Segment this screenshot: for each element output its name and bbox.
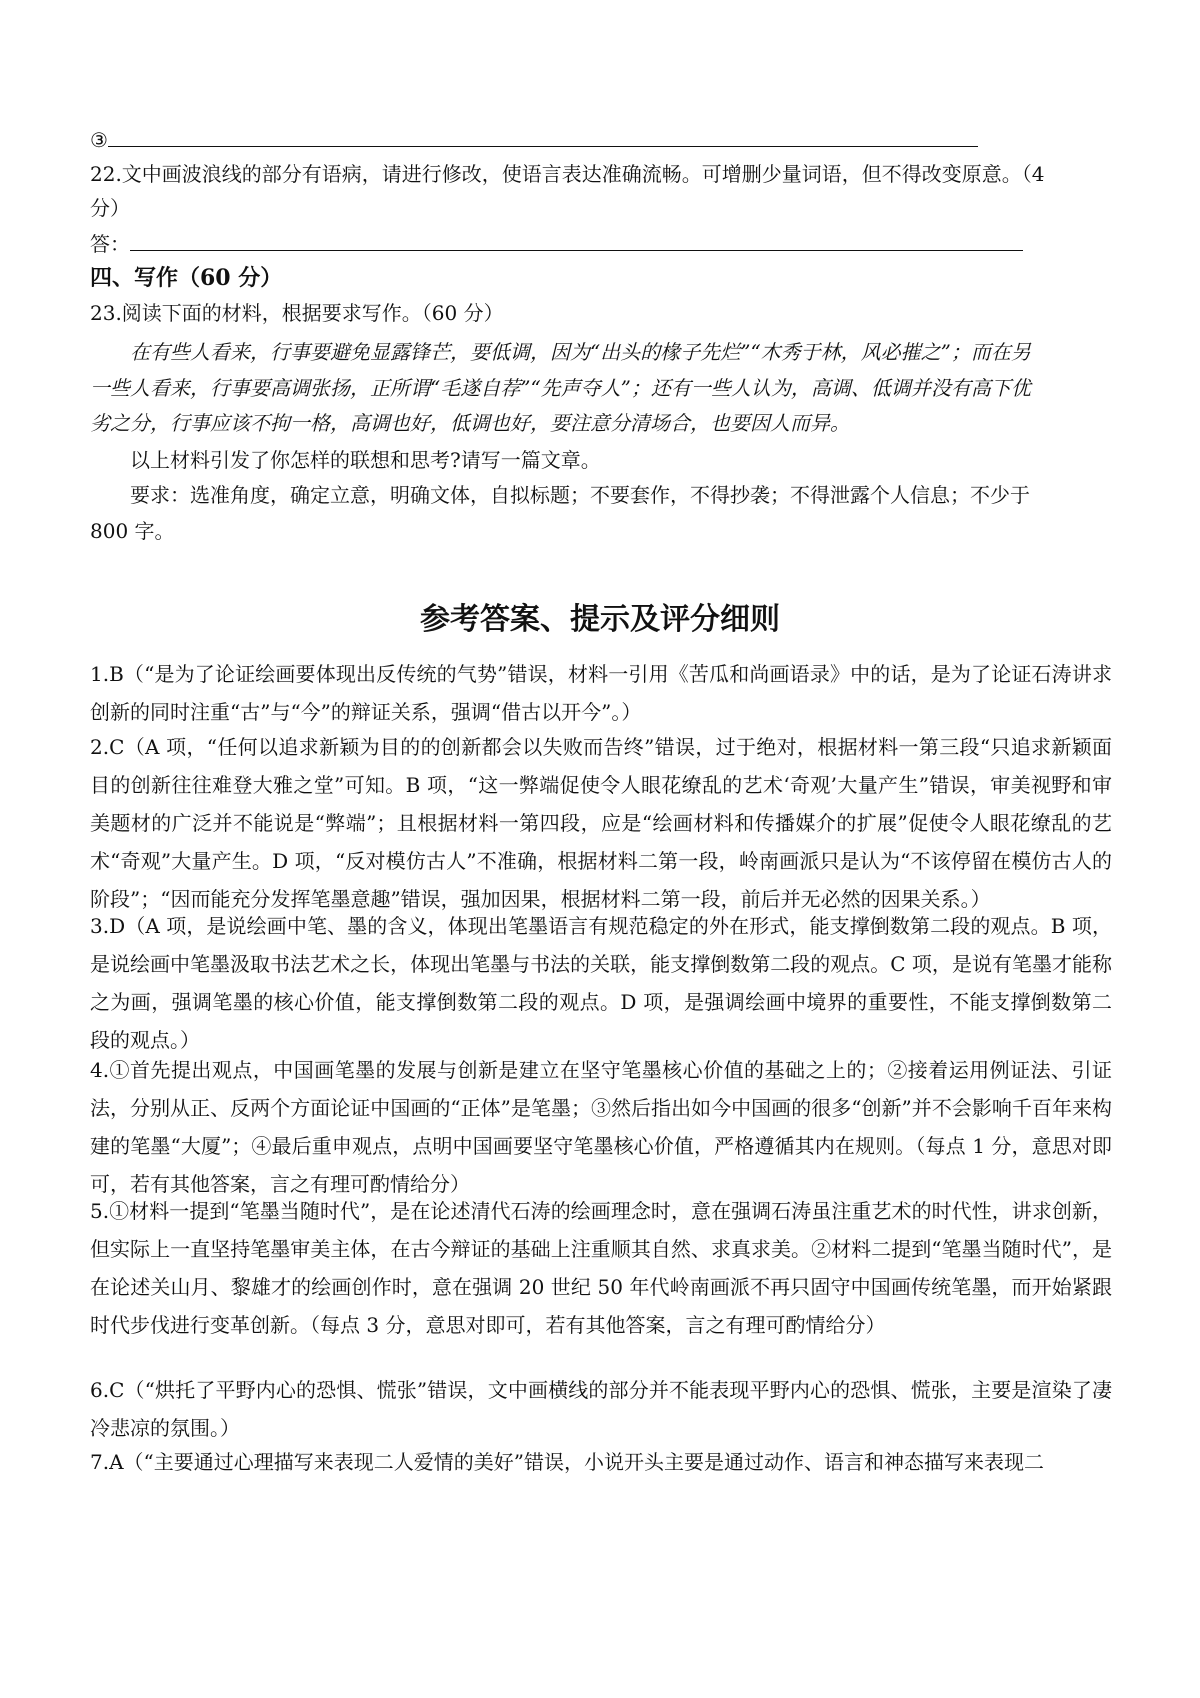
requirements-line-2: 800 字。	[90, 519, 175, 543]
answer-underline	[130, 230, 1023, 251]
answer-2: 2.C（A 项，“任何以追求新颖为目的的创新都会以失败而告终”错误，过于绝对，根据材料一第三段“只追求新颖面目的创新往往难登大雅之堂”可知。B 项，“这一弊端促使令人眼花缭乱的艺术‘奇观’大量产生”错误，审美视野和审美题材的广泛并不能说是“弊端”；且根据材料一第四段，应是“绘画材料和传播媒介的扩展”促使令人眼花缭乱的艺术“奇观”大量产生。D 项，“反对模仿古人”不准确，根据材料二第一段，岭南画派只是认为“不该停留在模仿古人的阶段”；“因而能充分发挥笔墨意趣”错误，强加因果，根据材料二第一段，前后并无必然的因果关系。）	[90, 735, 1112, 911]
answer-5: 5.①材料一提到“笔墨当随时代”，是在论述清代石涛的绘画理念时，意在强调石涛虽注重艺术的时代性，讲求创新，但实际上一直坚持笔墨审美主体，在古今辩证的基础上注重顺其自然、求真求美。②材料二提到“笔墨当随时代”，是在论述关山月、黎雄才的绘画创作时，意在强调 20 世纪 50 年代岭南画派不再只固守中国画传统笔墨，而开始紧跟时代步伐进行变革创新。（每点 3 分，意思对即可，若有其他答案，言之有理可酌情给分）	[90, 1199, 1112, 1337]
q23-prompt: 以上材料引发了你怎样的联想和思考?请写一篇文章。	[130, 448, 601, 472]
answer-7: 7.A（“主要通过心理描写来表现二人爱情的美好”错误，小说开头主要是通过动作、语言和神态描写来表现二	[90, 1450, 1044, 1474]
answer-label: 答：	[90, 232, 130, 256]
answer-1: 1.B（“是为了论证绘画要体现出反传统的气势”错误，材料一引用《苦瓜和尚画语录》中的话，是为了论证石涛讲求创新的同时注重“古”与“今”的辩证关系，强调“借古以开今”。）	[90, 662, 1112, 724]
answers-title: 参考答案、提示及评分细则	[420, 602, 780, 637]
section-heading: 四、写作（60 分）	[90, 265, 283, 291]
q23-intro: 23.阅读下面的材料，根据要求写作。（60 分）	[90, 301, 504, 325]
q22-line-2: 分）	[90, 196, 130, 220]
q22-line-1: 22.文中画波浪线的部分有语病，请进行修改，使语言表达准确流畅。可增删少量词语，但不得改变原意。（4	[90, 162, 1045, 186]
requirements-line-1: 要求：选准角度，确定立意，明确文体，自拟标题；不要套作，不得抄袭；不得泄露个人信息；不少于	[130, 483, 1030, 507]
material-line-2: 一些人看来，行事要高调张扬，正所谓“毛遂自荐”“先声夺人”；还有一些人认为，高调、低调并没有高下优	[90, 376, 1031, 400]
blank-marker: ③	[90, 128, 108, 152]
q22-answer	[90, 228, 1023, 260]
answer-6: 6.C（“烘托了平野内心的恐惧、慌张”错误，文中画横线的部分并不能表现平野内心的恐惧、慌张，主要是渲染了凄冷悲凉的氛围。）	[90, 1378, 1112, 1440]
blank-underline	[108, 126, 978, 147]
answer-blank-3	[90, 124, 978, 156]
answer-3: 3.D（A 项，是说绘画中笔、墨的含义，体现出笔墨语言有规范稳定的外在形式，能支撑倒数第二段的观点。B 项，是说绘画中笔墨汲取书法艺术之长，体现出笔墨与书法的关联，能支撑倒数第二段的观点。C 项，是说有笔墨才能称之为画，强调笔墨的核心价值，能支撑倒数第二段的观点。D 项，是强调绘画中境界的重要性，不能支撑倒数第二段的观点。）	[90, 914, 1112, 1052]
material-line-1: 在有些人看来，行事要避免显露锋芒，要低调，因为“出头的椽子先烂”“木秀于林，风必摧之”；而在另	[130, 340, 1031, 364]
material-line-3: 劣之分，行事应该不拘一格，高调也好，低调也好，要注意分清场合，也要因人而异。	[90, 411, 850, 435]
answer-4: 4.①首先提出观点，中国画笔墨的发展与创新是建立在坚守笔墨核心价值的基础之上的；②接着运用例证法、引证法，分别从正、反两个方面论证中国画的“正体”是笔墨；③然后指出如今中国画的很多“创新”并不会影响千百年来构建的笔墨“大厦”；④最后重申观点，点明中国画要坚守笔墨核心价值，严格遵循其内在规则。（每点 1 分，意思对即可，若有其他答案，言之有理可酌情给分）	[90, 1058, 1112, 1196]
